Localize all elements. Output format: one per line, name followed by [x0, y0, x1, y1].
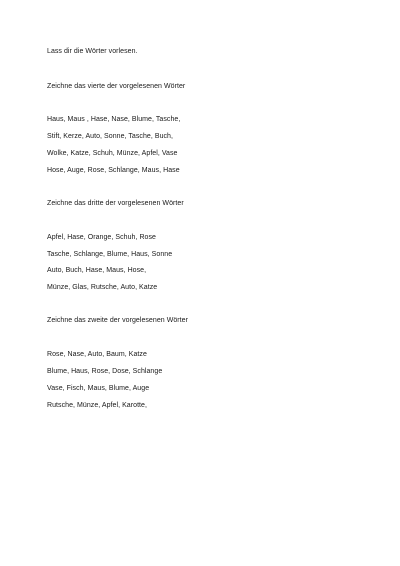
section-1-row-2: Stift, Kerze, Auto, Sonne, Tasche, Buch,	[47, 133, 173, 140]
section-2-row-1: Apfel, Hase, Orange, Schuh, Rose	[47, 234, 156, 241]
section-3-row-3: Vase, Fisch, Maus, Blume, Auge	[47, 385, 150, 392]
section-3-row-1: Rose, Nase, Auto, Baum, Katze	[47, 351, 147, 358]
section-3-row-4: Rutsche, Münze, Apfel, Karotte,	[47, 402, 147, 409]
section-3-instruction: Zeichne das zweite der vorgelesenen Wörter	[47, 317, 189, 324]
section-1-row-4: Hose, Auge, Rose, Schlange, Maus, Hase	[47, 167, 180, 174]
section-2-row-3: Auto, Buch, Hase, Maus, Hose,	[47, 267, 147, 274]
section-1-row-1: Haus, Maus , Hase, Nase, Blume, Tasche,	[47, 116, 181, 123]
section-2-row-4: Münze, Glas, Rutsche, Auto, Katze	[47, 284, 158, 291]
section-2-instruction: Zeichne das dritte der vorgelesenen Wörter	[47, 200, 184, 207]
intro-text: Lass dir die Wörter vorlesen.	[47, 48, 138, 55]
section-3-row-2: Blume, Haus, Rose, Dose, Schlange	[47, 368, 163, 375]
section-1-row-3: Wolke, Katze, Schuh, Münze, Apfel, Vase	[47, 150, 178, 157]
section-1-instruction: Zeichne das vierte der vorgelesenen Wörter	[47, 83, 186, 90]
section-2-row-2: Tasche, Schlange, Blume, Haus, Sonne	[47, 251, 173, 258]
